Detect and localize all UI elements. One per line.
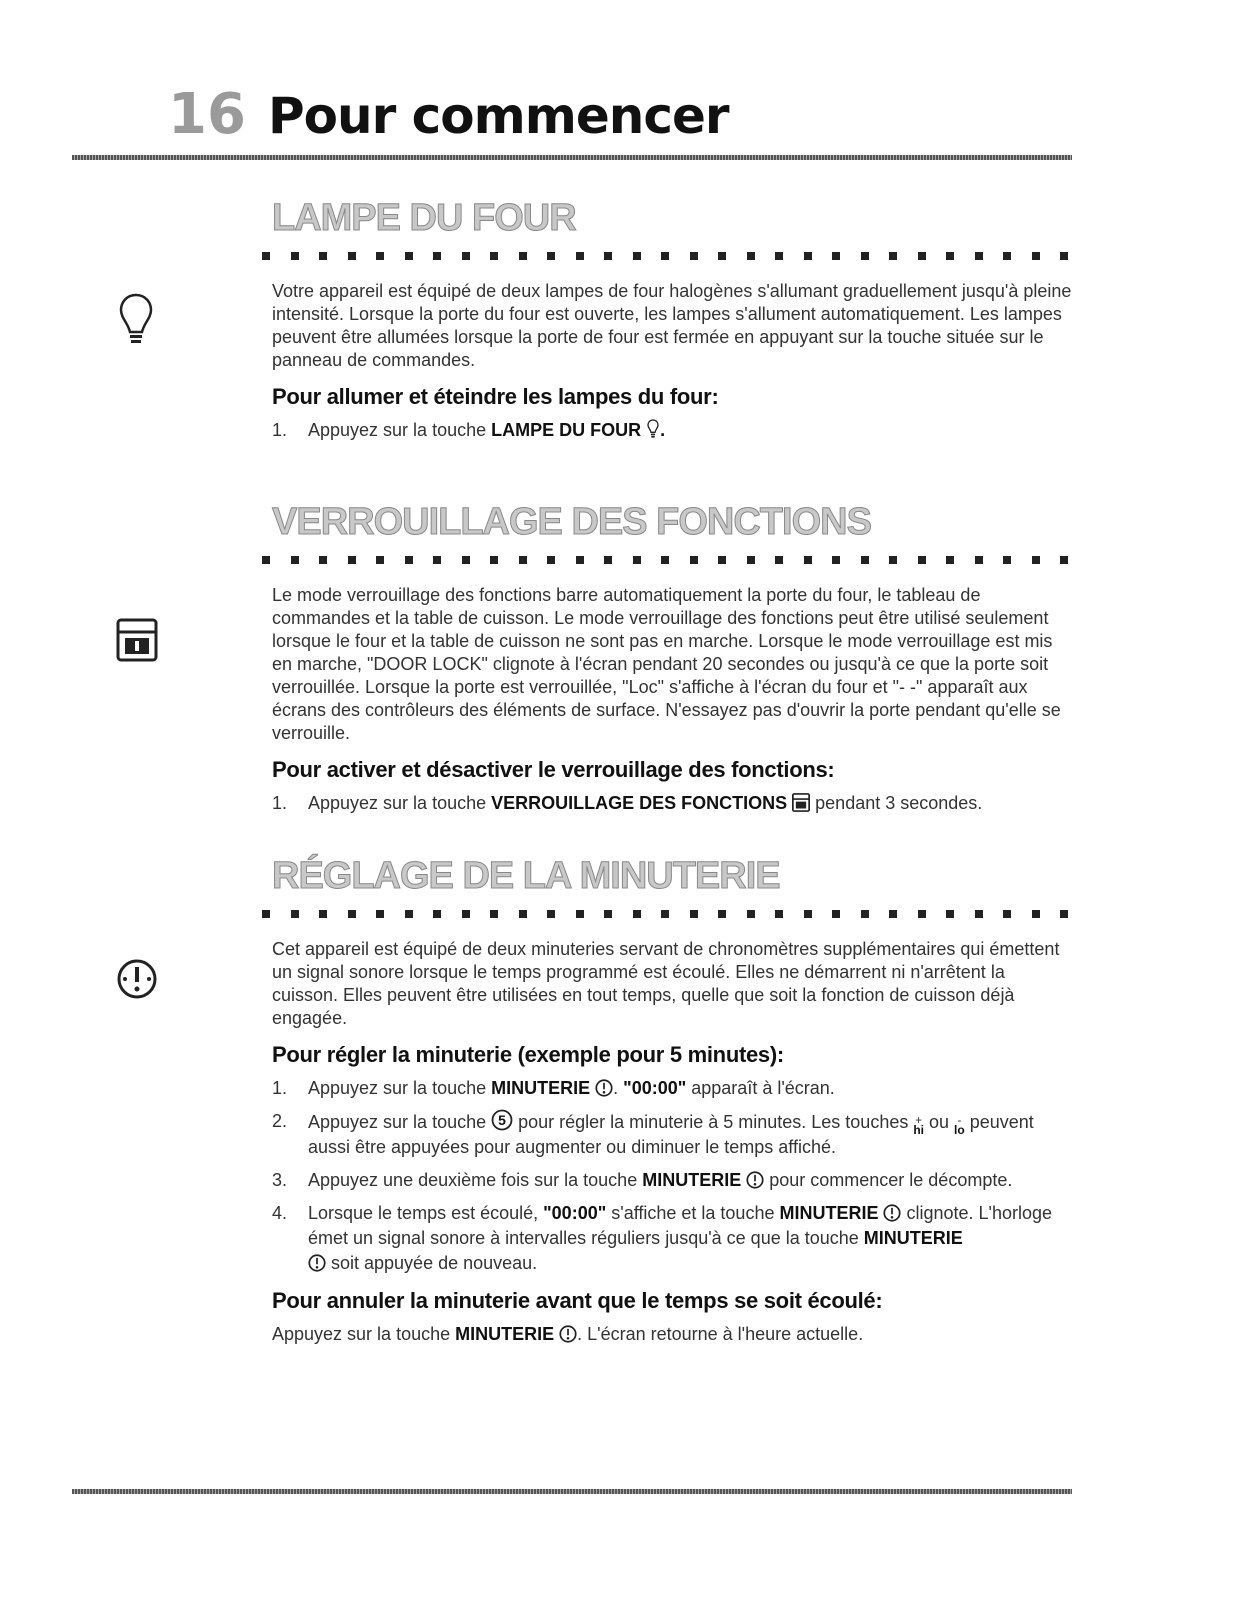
page-number: 16 [168,82,246,147]
footer-divider [72,1489,1072,1494]
lightbulb-icon [646,419,660,439]
section-timer [272,854,1072,1355]
page-title: Pour commencer [268,87,729,145]
lock-icon [792,793,810,812]
list-item: 4. Lorsque le temps est écoulé, "00:00" s'affiche et la touche MINUTERIE clignote. L'horloge émet un signal sonore à intervalles réguliers jusqu'à ce que la touche MINUTERIE soit appuyée de nouveau. [272,1203,1053,1273]
list-item: 2. Appuyez sur la touche 5 pour régler la minuterie à 5 minutes. Les touches + hi ou - lo peuvent aussi être appuyées pour augmenter ou diminuer le temps affiché. [272,1111,1034,1157]
cancel-instruction: Appuyez sur la touche MINUTERIE . L'écran retourne à l'heure actuelle. [272,1324,864,1344]
list-item: 1. Appuyez sur la touche VERROUILLAGE DES FONCTIONS pendant 3 secondes. [272,793,983,813]
header-divider [72,155,1072,160]
lo-sign: - [957,1113,962,1127]
dot-divider [262,910,1068,919]
timer-icon [746,1171,764,1189]
list-item: 1. Appuyez sur la touche LAMPE DU FOUR . [272,420,666,440]
section-function-lock [272,500,1072,824]
subheading: Pour régler la minuterie (exemple pour 5 minutes): [272,1042,784,1067]
section-title: LAMPE DU FOUR [272,197,576,239]
dot-divider [262,556,1068,565]
hi-sign: + [915,1113,923,1127]
list-item: 3. Appuyez une deuxième fois sur la touche MINUTERIE pour commencer le décompte. [272,1170,1013,1190]
timer-icon [308,1254,326,1272]
timer-icon [116,958,158,1000]
section-body: Le mode verrouillage des fonctions barre automatiquement la porte du four, le tableau de commandes et la table de cuisson. Le mode verrouillage des fonctions peut être utilisé seulement lorsque le four et la table de cuisson ne sont pas en marche. Lorsque le mode verrouillage est mis en marche, "DOOR LOCK" clignote à l'écran pendant 20 secondes ou jusqu'à ce que la porte soit verrouillée. Lorsque la porte est verrouillée, "Loc" s'affiche à l'écran du four et "- -" apparaît aux écrans des contrôleurs des éléments de surface. N'essayez pas d'ouvrir la porte pendant qu'elle se verrouille. [272,585,1061,743]
section-title: VERROUILLAGE DES FONCTIONS [272,501,871,543]
dot-divider [262,252,1068,261]
page-header [168,82,729,147]
lightbulb-icon [118,292,154,352]
hi-key: hi [913,1123,925,1137]
key-5-icon [491,1109,513,1131]
timer-icon [559,1325,577,1343]
svg-text:5: 5 [498,1112,507,1128]
section-body: Cet appareil est équipé de deux minuteries servant de chronomètres supplémentaires qui émettent un signal sonore lorsque le temps programmé est écoulé. Elles ne démarrent ni n'arrêtent la cuisson. Elles peuvent être utilisées en tout temps, quelle que soit la fonction de cuisson déjà engagée. [272,939,1060,1028]
timer-icon [883,1204,901,1222]
section-oven-lamp [272,196,1072,451]
section-body: Votre appareil est équipé de deux lampes de four halogènes s'allumant graduellement jusqu'à pleine intensité. Lorsque la porte du four est ouverte, les lampes s'allument automatiquement. Les lampes peuvent être allumées lorsque la porte de four est fermée en appuyant sur la touche située sur le panneau de commandes. [272,281,1072,370]
lock-icon [116,618,158,662]
subheading: Pour annuler la minuterie avant que le temps se soit écoulé: [272,1288,883,1313]
subheading: Pour activer et désactiver le verrouillage des fonctions: [272,757,835,782]
section-title: RÉGLAGE DE LA MINUTERIE [272,855,780,897]
subheading: Pour allumer et éteindre les lampes du four: [272,384,719,409]
lo-key: lo [954,1123,965,1137]
list-item: 1. Appuyez sur la touche MINUTERIE . "00:00" apparaît à l'écran. [272,1078,835,1098]
timer-icon [595,1079,613,1097]
